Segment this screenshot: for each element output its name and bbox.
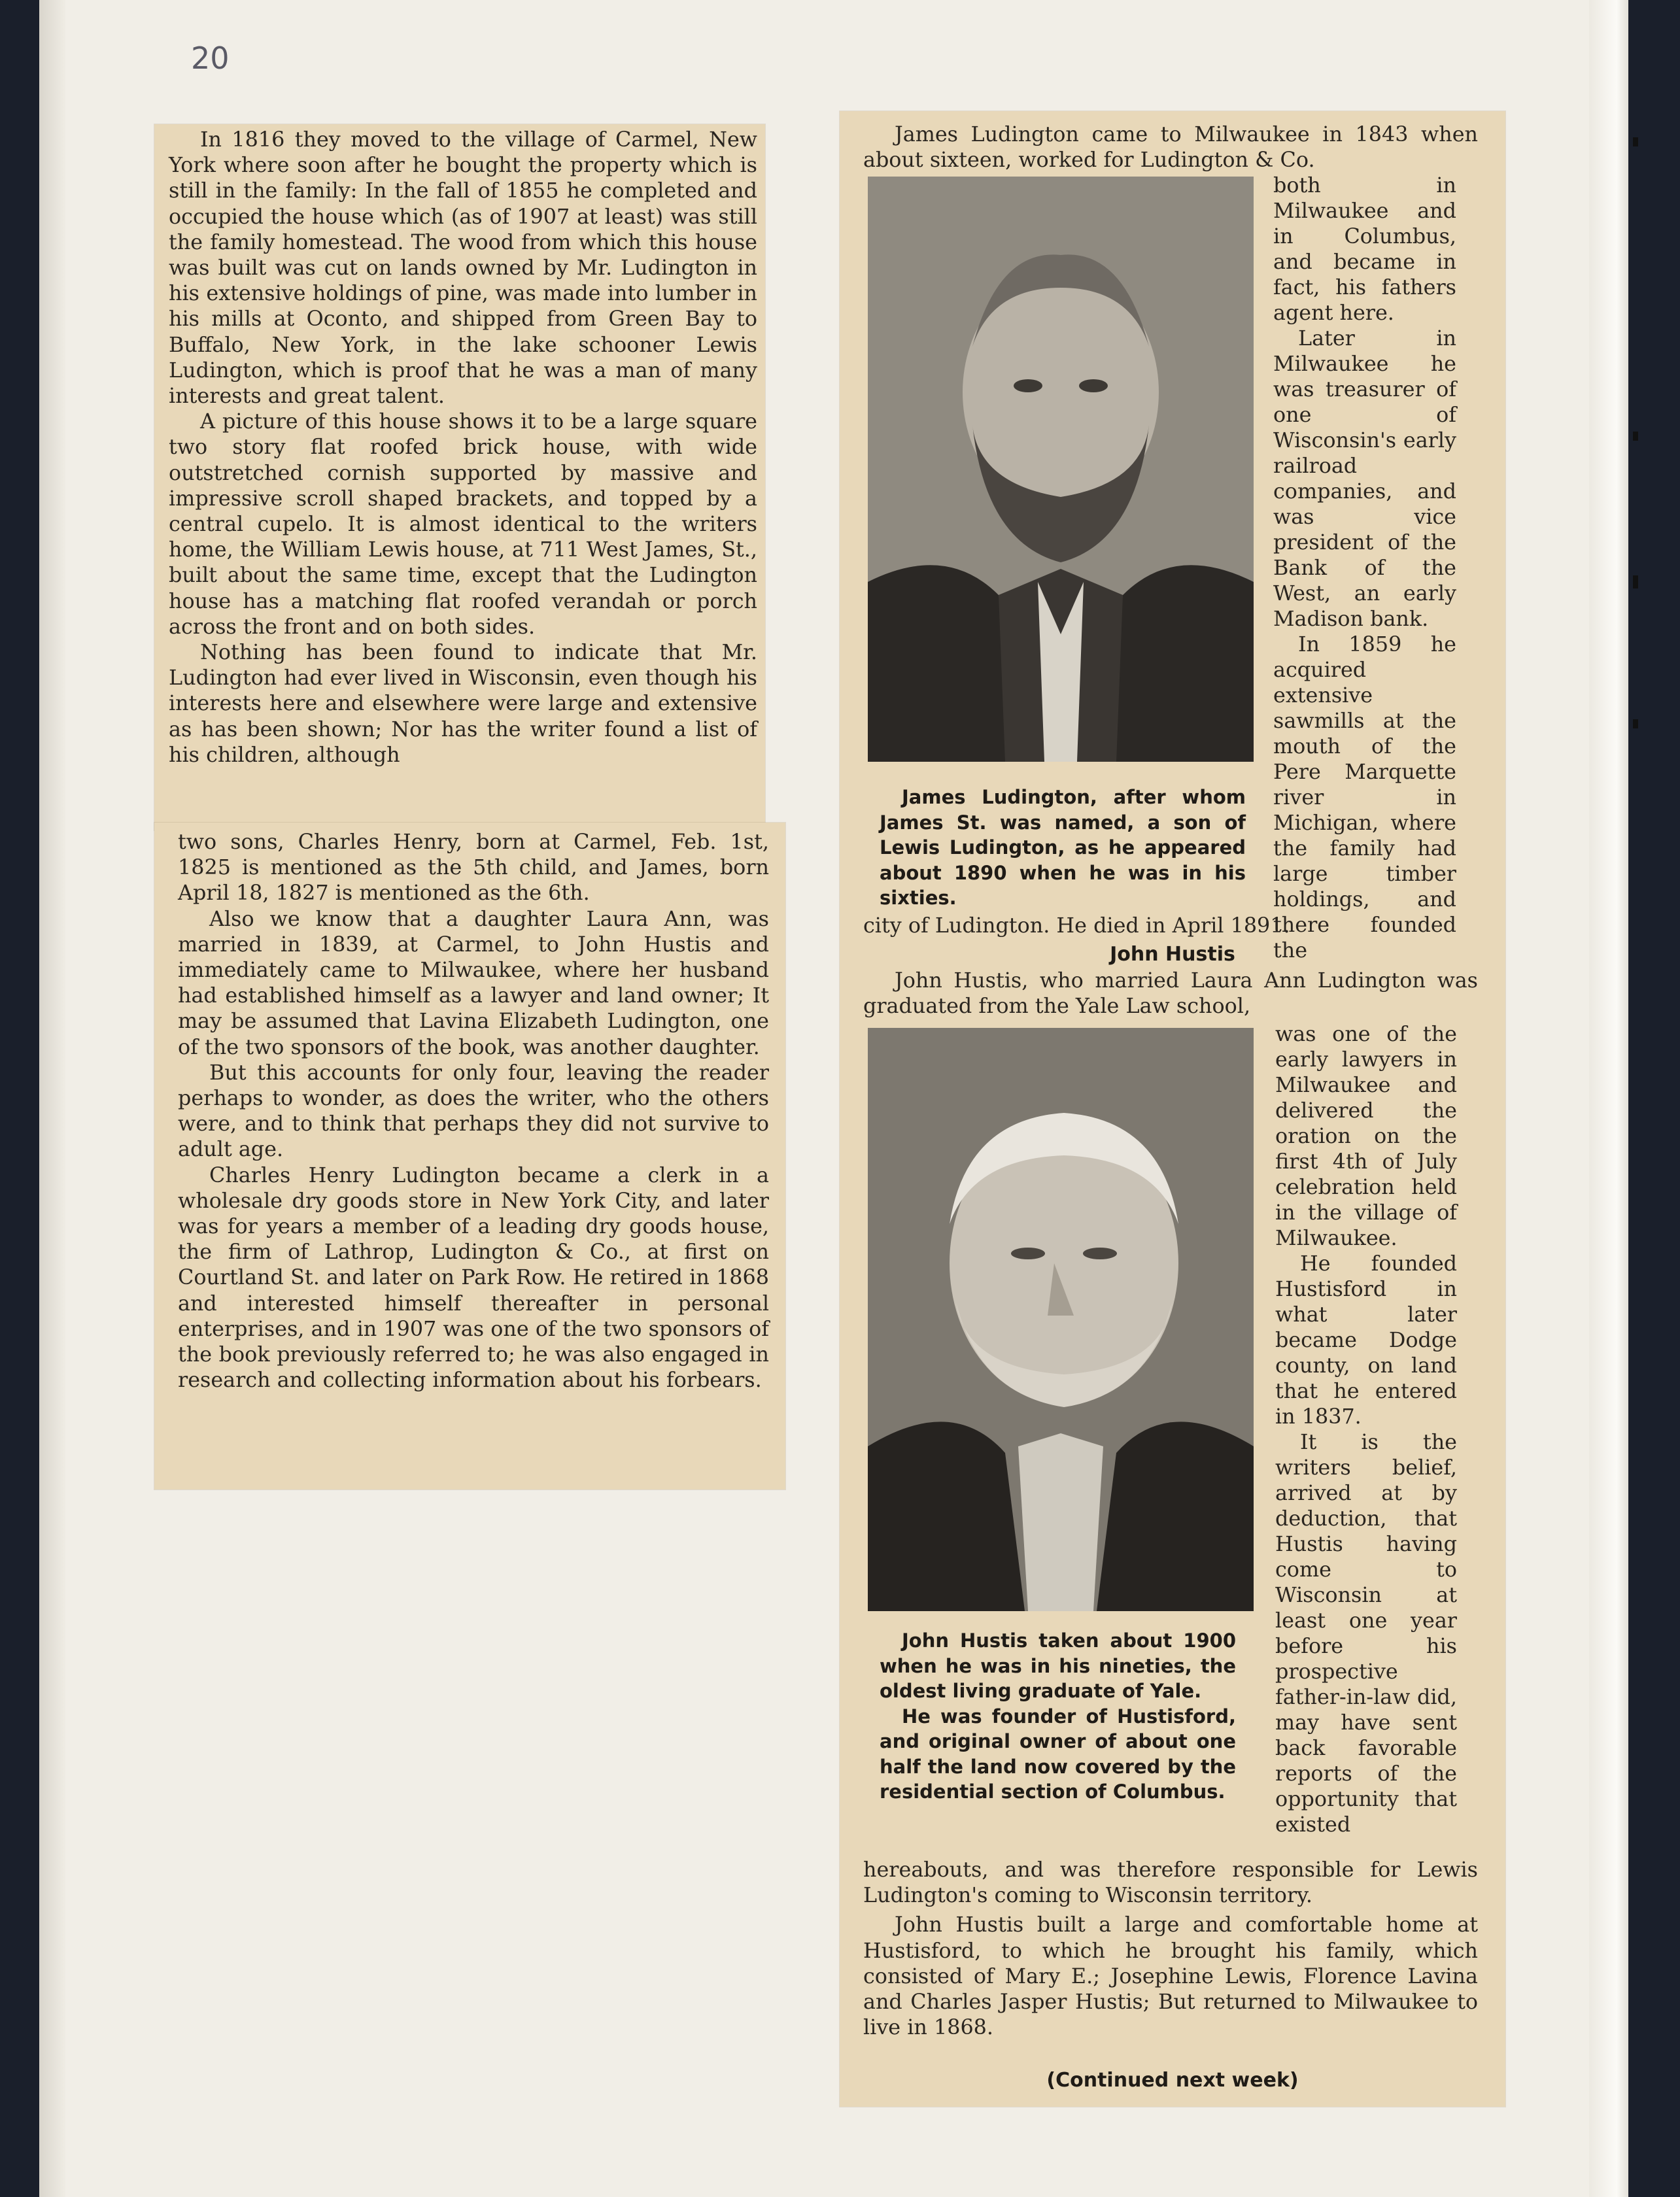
- paragraph: two sons, Charles Henry, born at Carmel, Feb. 1st, 1825 is mentioned as the 5th child, and James, born April 18, 1827 is mentioned as the 6th.: [178, 830, 769, 906]
- album-tab-mark: [1633, 432, 1638, 441]
- portrait-james-drawing: [868, 177, 1254, 762]
- caption-john-hustis: [880, 1628, 1236, 1805]
- article-column-left-top: [169, 127, 757, 768]
- page-spine: [39, 0, 65, 2197]
- paragraph: But this accounts for only four, leaving the reader perhaps to wonder, as does the writer, who the others were, and to think that perhaps they did not survive to adult age.: [178, 1060, 769, 1162]
- paragraph: In 1816 they moved to the village of Carmel, New York where soon after he bought the property which is still in the family: In the fall of 1855 he completed and occupied the house which (as of 1907 at least) was still the family homestead. The wood from which this house was built was cut on lands owned by Mr. Ludington in his extensive holdings of pine, was made into lumber in his mills at Oconto, and shipped from Green Bay to Buffalo, New York, in the lake schooner Lewis Ludington, which is proof that he was a man of many interests and great talent.: [169, 128, 757, 409]
- paragraph: city of Ludington. He died in April 1891.: [863, 913, 1290, 938]
- album-tab-mark: [1633, 575, 1638, 588]
- caption-text: John Hustis taken about 1900 when he was in his nineties, the oldest living graduate of Yale.: [880, 1629, 1236, 1702]
- page-number: 20: [191, 41, 230, 76]
- paragraph: both in Milwaukee and in Columbus, and became in fact, his fathers agent here.: [1273, 173, 1456, 325]
- hustis-side-text: [1275, 1021, 1457, 1837]
- portrait-hustis-drawing: [868, 1028, 1254, 1611]
- james-end-text: [863, 913, 1478, 938]
- caption-text: He was founder of Hustisford, and original owner of about one half the land now covered by the residential section of Columbus.: [880, 1705, 1236, 1803]
- caption-james-ludington: [880, 785, 1246, 911]
- paragraph: A picture of this house shows it to be a large square two story flat roofed brick house, with wide outstretched cornish supported by massive and impressive scroll shaped brackets, and topped by a central cupelo. It is almost identical to the writers home, the William Lewis house, at 711 West James, St., built about the same time, except that the Ludington house has a matching flat roofed verandah or porch across the front and on both sides.: [169, 409, 757, 639]
- paragraph: It is the writers belief, arrived at by deduction, that Hustis having come to Wisconsin at least one year before his prospective father-in-law did, may have sent back favorable reports of the opportunity that existed: [1275, 1430, 1457, 1837]
- article-column-left-bottom: [178, 829, 769, 1393]
- album-tab-mark: [1633, 719, 1638, 728]
- paragraph: hereabouts, and was therefore responsible for Lewis Ludington's coming to Wisconsin territory.: [863, 1858, 1478, 1908]
- paragraph: Later in Milwaukee he was treasurer of one of Wisconsin's early railroad companies, and was vice president of the Bank of the West, an early Madison bank.: [1273, 326, 1456, 631]
- james-side-text: [1273, 173, 1456, 963]
- paragraph: Charles Henry Ludington became a clerk in a wholesale dry goods store in New York City, and later was for years a member of a leading dry goods house, the firm of Lathrop, Ludington & Co., at first on Courtland St. and later on Park Row. He retired in 1868 and interested himself thereafter in personal enterprises, and in 1907 was one of the two sponsors of the book previously referred to; he was also engaged in research and collecting information about his forbears.: [178, 1163, 769, 1393]
- continued-note: (Continued next week): [1046, 2069, 1299, 2092]
- paragraph: James Ludington came to Milwaukee in 1843 when about sixteen, worked for Ludington & Co.: [863, 122, 1478, 173]
- paragraph: Nothing has been found to indicate that Mr. Ludington had ever lived in Wisconsin, even though his interests here and elsewhere were large and extensive as has been shown; Nor has the writer found a list of his children, although: [169, 640, 757, 767]
- paragraph: He founded Hustisford in what later became Dodge county, on land that he entered in 1837.: [1275, 1252, 1457, 1429]
- hustis-intro-text: [863, 968, 1478, 1019]
- hustis-end-text: [863, 1857, 1478, 2040]
- article-intro-james: [863, 122, 1478, 173]
- paragraph: Also we know that a daughter Laura Ann, was married in 1839, at Carmel, to John Hustis and immediately came to Milwaukee, where her husband had established himself as a lawyer and land owner; It may be assumed that Lavina Elizabeth Ludington, one of the two sponsors of the book, was another daughter.: [178, 906, 769, 1059]
- heading-john-hustis: John Hustis: [1110, 943, 1235, 966]
- paragraph: John Hustis, who married Laura Ann Ludington was graduated from the Yale Law school,: [863, 968, 1478, 1019]
- paragraph: John Hustis built a large and comfortable home at Hustisford, to which he brought his family, which consisted of Mary E.; Josephine Lewis, Florence Lavina and Charles Jasper Hustis; But returned to Milwaukee to live in 1868.: [863, 1913, 1478, 2040]
- paragraph: was one of the early lawyers in Milwaukee and delivered the oration on the first 4th of July celebration held in the village of Milwaukee.: [1275, 1022, 1457, 1250]
- album-tab-mark: [1633, 137, 1638, 146]
- portrait-james-ludington: [868, 177, 1254, 762]
- paragraph: In 1859 he acquired extensive sawmills at the mouth of the Pere Marquette river in Michigan, where the family had large timber holdings, and there founded the: [1273, 632, 1456, 962]
- portrait-john-hustis: [868, 1028, 1254, 1611]
- caption-text: James Ludington, after whom James St. was named, a son of Lewis Ludington, as he appeared about 1890 when he was in his sixties.: [880, 786, 1246, 909]
- page-edge: [1589, 0, 1628, 2197]
